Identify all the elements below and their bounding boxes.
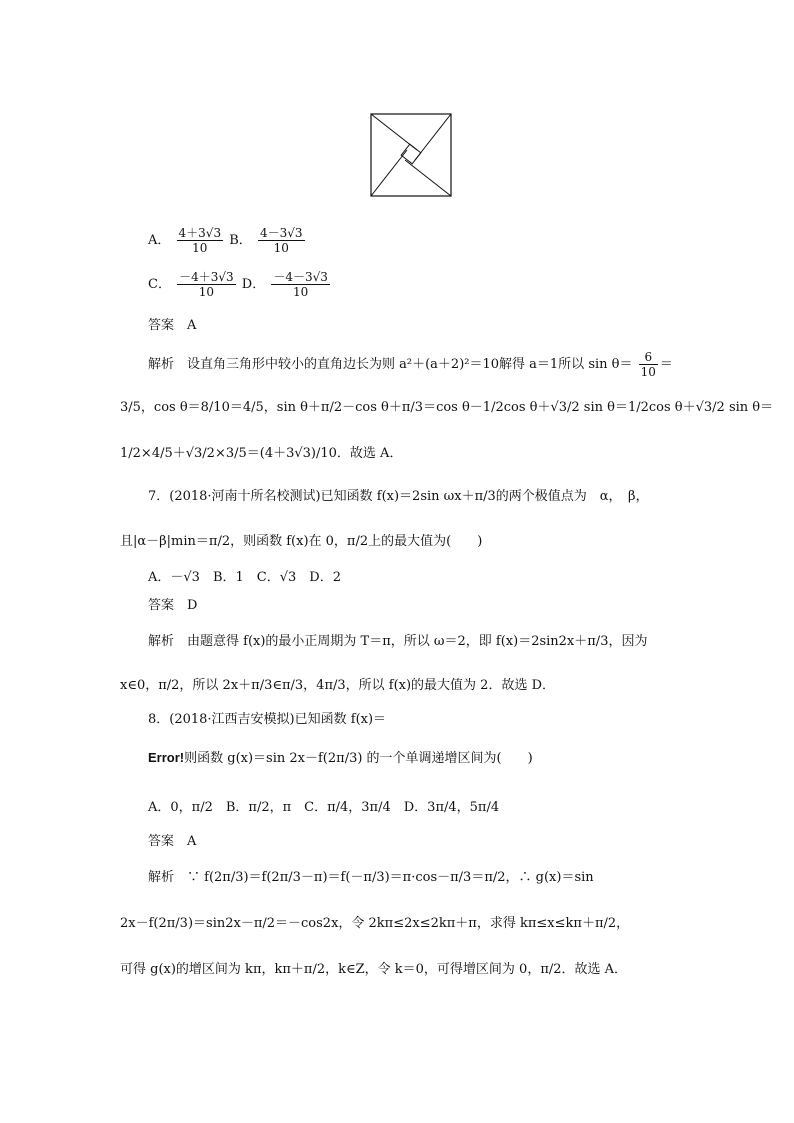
q7-options: A．－√3 B．1 C．√3 D．2	[148, 570, 341, 585]
answer-1: 答案 A	[148, 318, 197, 333]
q7-solution-line-1: 解析 由题意得 f(x)的最小正周期为 T＝π，所以 ω＝2，即 f(x)＝2sin2x＋π/3，因为	[148, 634, 648, 649]
square-pinwheel-figure	[370, 113, 452, 197]
option-a-fraction: $\frac{4+3√3}{10}$	[178, 226, 222, 255]
q8-solution-line-2: 2x－f(2π/3)＝sin2x－π/2＝－cos2x，令 2kπ≤2x≤2kπ＋π，求得 kπ≤x≤kπ＋π/2，	[120, 916, 630, 931]
error-text: Error!	[148, 750, 185, 765]
q8-stem-line-1: 8．(2018·江西吉安模拟)已知函数 f(x)＝	[148, 712, 387, 727]
q8-answer: 答案 A	[148, 834, 197, 849]
option-d-fraction: $\frac{-4-3√3}{10}$	[273, 270, 328, 299]
option-c-fraction: $\frac{-4+3√3}{10}$	[179, 270, 234, 299]
q8-solution-line-3: 可得 g(x)的增区间为 kπ，kπ＋π/2，k∈Z，令 k＝0，可得增区间为 0，π/2．故选 A．	[120, 962, 628, 977]
solution-1-line-3: 1/2×4/5＋√3/2×3/5＝(4＋3√3)/10．故选 A．	[120, 446, 403, 461]
q8-solution-line-1: 解析 ∵ f(2π/3)＝f(2π/3－π)＝f(－π/3)＝π·cos－π/3＝π/2，∴ g(x)＝sin	[148, 870, 594, 885]
solution-1-line-2: 3/5，cos θ＝8/10＝4/5，sin θ＋π/2－cos θ＋π/3＝cos θ－1/2cos θ＋√3/2 sin θ＝1/2cos θ＋√3/2 sin θ＝	[120, 400, 774, 415]
q8-options: A．0，π/2 B．π/2，π C．π/4，3π/4 D．3π/4，5π/4	[148, 800, 500, 815]
solution-1-line-1: 解析 设直角三角形中较小的直角边长为则 a²＋(a＋2)²＝10解得 a＝1所以 sin θ＝ $\frac{6}{10}$ ＝	[148, 350, 673, 379]
option-row-cd: C． $\frac{-4+3√3}{10}$ D． $\frac{-4-3√3}{10}$	[148, 270, 328, 299]
solution-1-fraction: $\frac{6}{10}$	[640, 350, 656, 379]
option-b-fraction: $\frac{4-3√3}{10}$	[259, 226, 303, 255]
q7-stem-line-2: 且|α－β|min＝π/2，则函数 f(x)在 0，π/2上的最大值为( )	[120, 534, 483, 549]
q7-answer: 答案 D	[148, 598, 198, 613]
q8-stem-line-2: Error!则函数 g(x)＝sin 2x－f(2π/3) 的一个单调递增区间为( )	[148, 750, 533, 766]
q7-solution-line-2: x∈0，π/2，所以 2x＋π/3∈π/3，4π/3，所以 f(x)的最大值为 2．故选 D．	[120, 678, 556, 693]
option-row-ab: A． $\frac{4+3√3}{10}$ B． $\frac{4-3√3}{10}$	[148, 226, 303, 255]
q7-stem-line-1: 7．(2018·河南十所名校测试)已知函数 f(x)＝2sin ωx＋π/3的两个极值点为 α， β，	[148, 489, 649, 504]
